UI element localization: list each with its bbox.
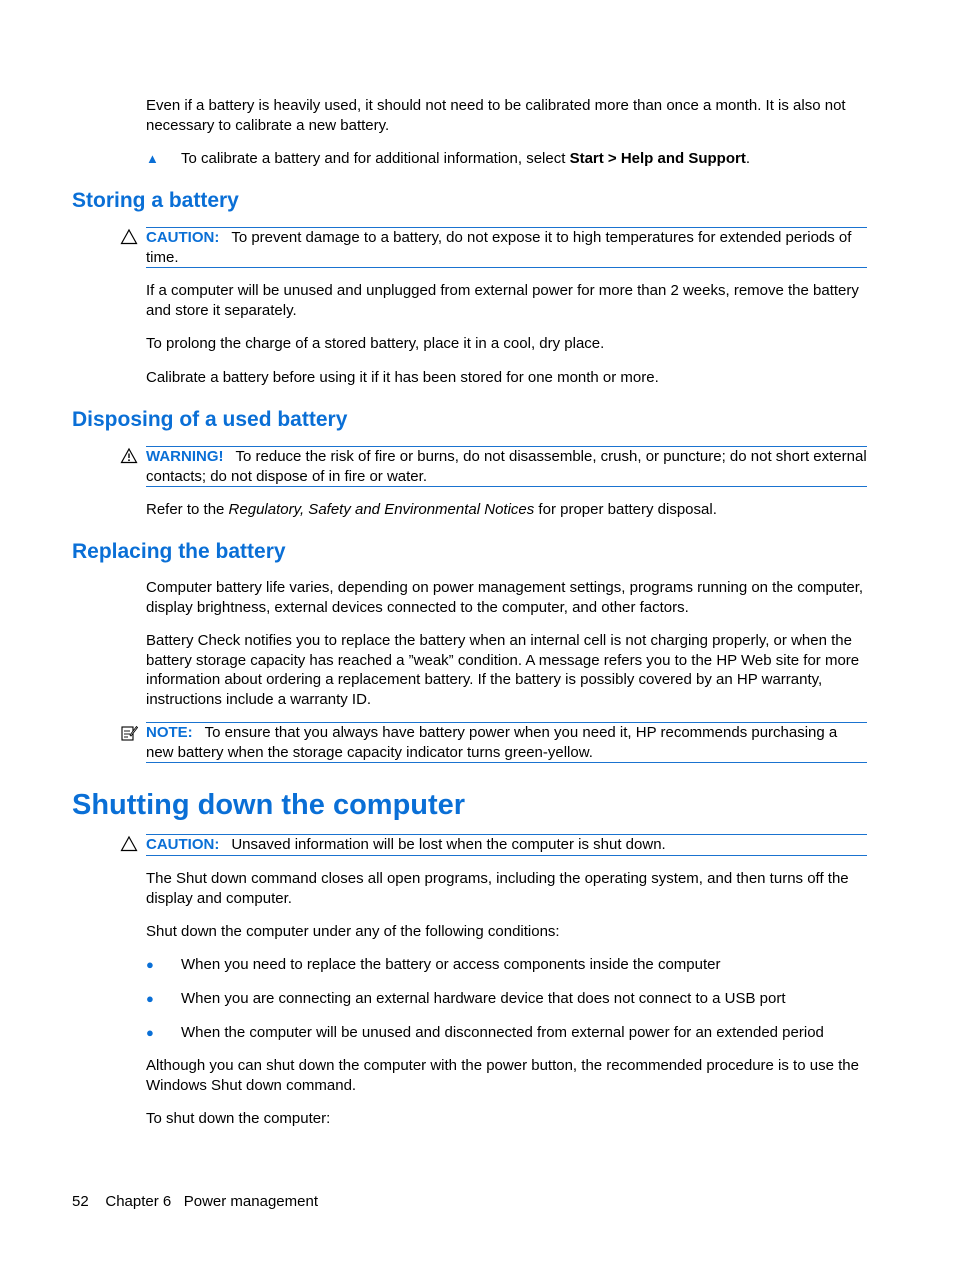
storing-paragraph-2: To prolong the charge of a stored battery, place it in a cool, dry place. — [146, 335, 605, 352]
shutdown-paragraph-4: To shut down the computer: — [146, 1110, 331, 1127]
note-label: NOTE: — [146, 724, 193, 741]
shutdown-paragraph-3: Although you can shut down the computer with the power button, the recommended procedure is to use the Windows Shut down command. — [146, 1057, 859, 1094]
heading-shutting-down-the-computer: Shutting down the computer — [72, 789, 466, 821]
storing-paragraph-1: If a computer will be unused and unplugged from external power for more than 2 weeks, remove the battery and store it separately. — [146, 282, 859, 319]
warning-text: To reduce the risk of fire or burns, do not disassemble, crush, or puncture; do not short external contacts; do not dispose of in fire or water. — [146, 448, 867, 485]
warning-notice-disposing — [146, 446, 867, 487]
intro-paragraph: Even if a battery is heavily used, it should not need to be calibrated more than once a month. It is also not necessary to calibrate a new battery. — [146, 97, 846, 134]
warning-triangle-icon — [120, 447, 138, 465]
caution-triangle-icon — [120, 228, 138, 246]
caution-notice-storing — [146, 227, 867, 268]
note-text: To ensure that you always have battery power when you need it, HP recommends purchasing a new battery when the storage capacity indicator turns green-yellow. — [146, 724, 838, 761]
note-pencil-icon — [120, 724, 138, 742]
warning-label: WARNING! — [146, 448, 224, 465]
heading-replacing-the-battery: Replacing the battery — [72, 540, 286, 563]
caution-notice-shutdown — [146, 834, 867, 856]
bullet-text: When the computer will be unused and disconnected from external power for an extended period — [181, 1024, 824, 1041]
triangle-step-icon: ▲ — [146, 151, 159, 166]
step-menu-path: Start > Help and Support — [569, 150, 746, 167]
replacing-paragraph-1: Computer battery life varies, depending on power management settings, programs running on the computer, display brightness, external devices connected to the computer, and other factors. — [146, 579, 864, 616]
chapter-label: Chapter 6 — [105, 1193, 172, 1210]
page-number: 52 — [72, 1193, 89, 1210]
caution-text: To prevent damage to a battery, do not expose it to high temperatures for extended periods of time. — [146, 229, 852, 266]
heading-storing-a-battery: Storing a battery — [72, 189, 239, 212]
chapter-title: Power management — [183, 1193, 318, 1210]
replacing-paragraph-2: Battery Check notifies you to replace the battery when an internal cell is not charging properly, or when the battery storage capacity has reached a ”weak” condition. A message refers you to the HP Web site for more information about ordering a replacement battery. If the battery is possibly covered by an HP warranty, instructions include a warranty ID. — [146, 632, 860, 708]
document-page: Even if a battery is heavily used, it should not need to be calibrated more than once a month. It is also not necessary to calibrate a new battery. ▲ To calibrate a battery and for additional information, select Start > Help and Support. Storing a battery CAUTION: To prevent damage to a battery, do not expose it to high temperatures for extended periods of time. If a computer will be unused and unplugged from external power for more than 2 weeks, remove the battery and store it separately. To prolong the charge of a stored battery, place it in a cool, dry place. Calibrate a battery before using it if it has been stored for one month or more. Disposing of a used battery WARNING! To reduce the risk of fire or burns, do not disassemble, crush, or puncture; do not short external contacts; do not dispose of in fire or water. Refer to the Regulatory, Safety and Environmental Notices for proper battery disposal. Replacing the battery Computer battery life varies, depending on power management settings, programs running on the computer, display brightness, external devices connected to the computer, and other factors. Battery Check notifies you to replace the battery when an internal cell is not charging properly, or when the battery storage capacity has reached a ”weak” condition. A message refers you to the HP Web site for more information about ordering a replacement battery. If the battery is possibly covered by an HP warranty, instructions include a warranty ID. NOTE: To ensure that you always have battery power when you need it, HP recommends purchasing a new battery when the storage capacity indicator turns green-yellow. Shutting down the computer CAUTION: Unsaved information will be lost when the computer is shut down. The Shut down command closes all open programs, including the operating system, and then turns off the display and computer. Shut down the computer under any of the following conditions: ● When you need to replace the battery or access components inside the computer ● When you are connecting an external hardware device that does not connect to a USB port ● When the computer will be unused and disconnected from external power for an extended period Although you can shut down the computer with the power button, the recommended procedure is to use the Windows Shut down command. To shut down the computer: 52 Chapter 6 Power management — [0, 0, 954, 1270]
bullet-text: When you are connecting an external hardware device that does not connect to a USB port — [181, 990, 786, 1007]
heading-disposing-of-a-used-battery: Disposing of a used battery — [72, 408, 348, 431]
caution-text: Unsaved information will be lost when the computer is shut down. — [231, 836, 666, 853]
regulatory-notices-title: Regulatory, Safety and Environmental Notices — [228, 501, 535, 518]
bullet-icon: ● — [146, 1025, 154, 1040]
caution-label: CAUTION: — [146, 836, 220, 853]
page-footer — [72, 1192, 318, 1212]
caution-label: CAUTION: — [146, 229, 220, 246]
storing-paragraph-3: Calibrate a battery before using it if it has been stored for one month or more. — [146, 369, 659, 386]
shutdown-paragraph-2: Shut down the computer under any of the following conditions: — [146, 923, 560, 940]
step-text: To calibrate a battery and for additional information, select — [181, 150, 570, 167]
bullet-icon: ● — [146, 991, 154, 1006]
disposing-paragraph: Refer to the Regulatory, Safety and Environmental Notices for proper battery disposal. — [146, 501, 717, 518]
shutdown-paragraph-1: The Shut down command closes all open programs, including the operating system, and then turns off the display and computer. — [146, 870, 849, 907]
caution-triangle-icon — [120, 835, 138, 853]
bullet-icon: ● — [146, 957, 154, 972]
bullet-text: When you need to replace the battery or access components inside the computer — [181, 956, 721, 973]
note-notice-replacing — [146, 722, 867, 763]
